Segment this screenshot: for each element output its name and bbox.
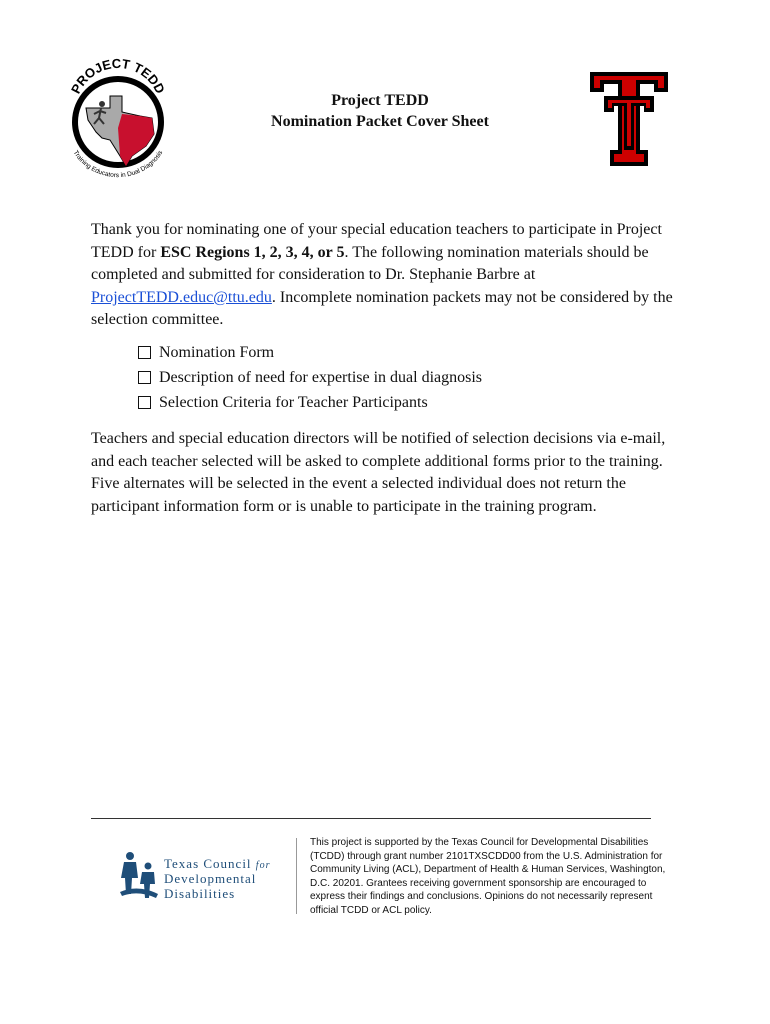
logo-top-text: PROJECT TEDD: [68, 55, 168, 97]
email-link[interactable]: ProjectTEDD.educ@ttu.edu: [91, 288, 272, 306]
checklist-label: Nomination Form: [159, 344, 275, 361]
tcdd-line2: Developmental: [164, 871, 257, 886]
intro-text-1: Thank you for nominating one of your special education teachers to participate in Project TEDD for: [91, 221, 662, 261]
title-line-1: Project TEDD: [331, 92, 429, 109]
logo-bottom-text: Training Educators in Dual Diagnosis: [71, 149, 165, 180]
tcdd-figures-icon: [120, 852, 158, 898]
list-item: [136, 365, 482, 390]
esc-regions: ESC Regions 1, 2, 3, 4, or 5: [160, 243, 345, 261]
tcdd-line3: Disabilities: [164, 886, 236, 901]
intro-text-3: . Incomplete nomination packets may not be considered by the selection committee.: [91, 288, 673, 329]
checkbox-description-of-need[interactable]: [138, 371, 151, 384]
materials-checklist: [136, 340, 482, 415]
page-title: [200, 90, 560, 132]
texas-tech-double-t-icon: [588, 70, 670, 168]
tcdd-line1: Texas Council: [164, 856, 252, 871]
checklist-label: Description of need for expertise in dual diagnosis: [159, 369, 483, 386]
project-tedd-logo: [66, 48, 170, 182]
list-item: [136, 390, 482, 415]
tcdd-logo: [118, 848, 288, 904]
intro-text-2: . The following nomination materials should be completed and submitted for consideration to Dr. Stephanie Barbre at: [91, 243, 649, 284]
funding-statement: This project is supported by the Texas Council for Developmental Disabilities (TCDD) through grant number 2101TXSCDD00 from the U.S. Administration for Community Living (ACL), Department of Health & Human Services, Washington, D.C. 20201. Grantees receiving government sponsorship are encouraged to express their findings and conclusions. Opinions do not necessarily represent official TCDD or ACL policy.: [310, 837, 666, 916]
selection-notice-paragraph: Teachers and special education directors will be notified of selection decisions via e-mail, and each teacher selected will be asked to complete additional forms prior to the training. Five alternates will be selected in the event a selected individual does not return the participant information form or is unable to participate in the training program.: [91, 430, 666, 515]
title-line-2: Nomination Packet Cover Sheet: [271, 113, 489, 130]
checklist-label: Selection Criteria for Teacher Participants: [159, 394, 428, 411]
checkbox-nomination-form[interactable]: [138, 346, 151, 359]
footer-divider: [91, 818, 651, 819]
list-item: [136, 340, 482, 365]
svg-text:Texas Council for: [164, 856, 270, 871]
tcdd-line1-for: for: [255, 860, 271, 871]
checkbox-selection-criteria[interactable]: [138, 396, 151, 409]
footer-vertical-separator: [296, 838, 297, 914]
intro-paragraph: [91, 219, 691, 332]
